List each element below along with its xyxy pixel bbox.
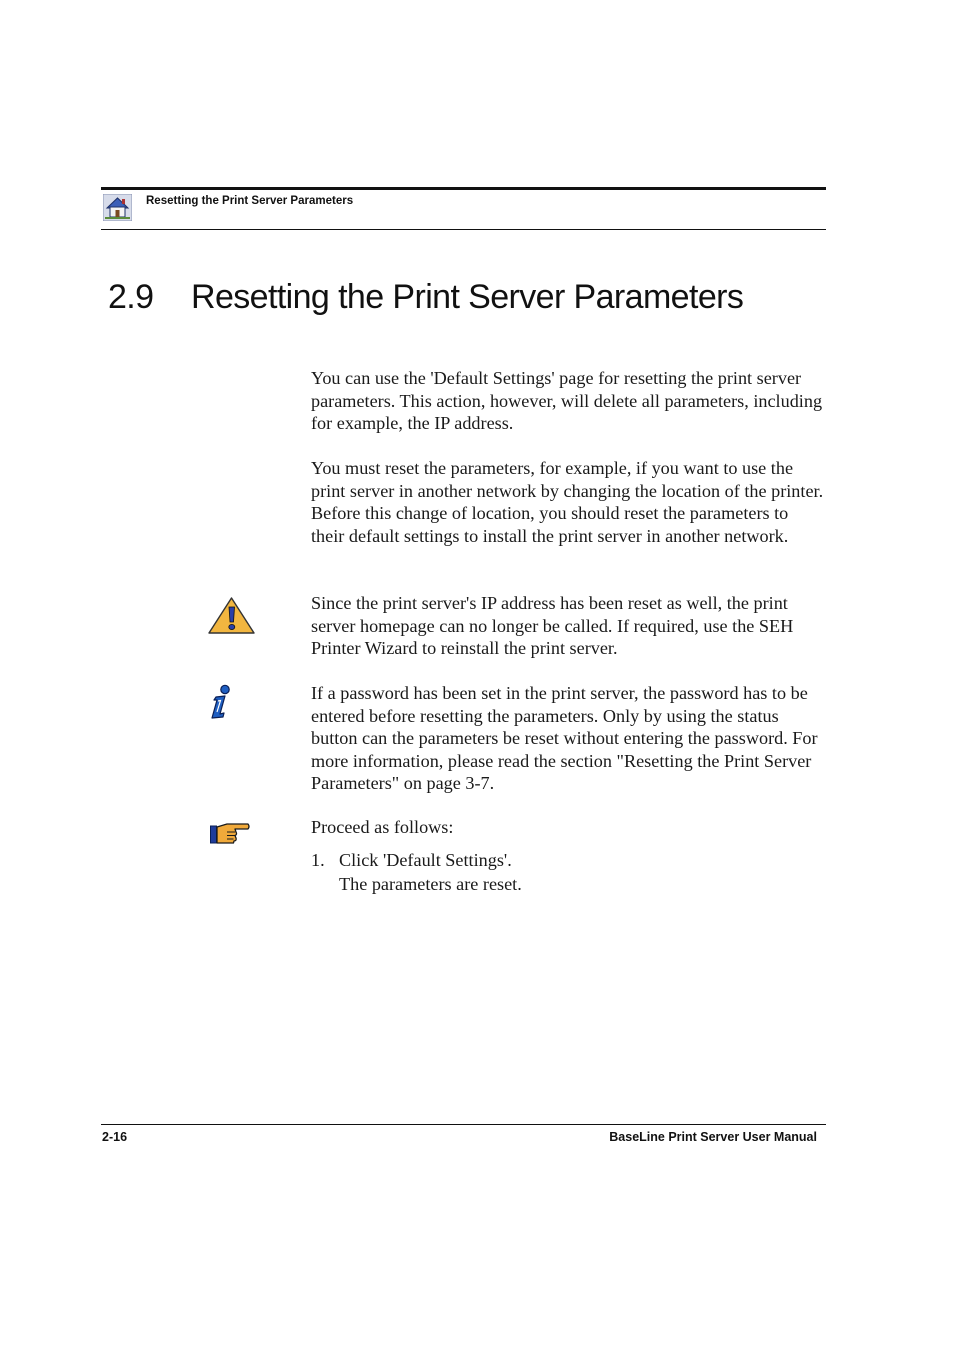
page-number: 2-16 xyxy=(102,1130,128,1144)
header-rule xyxy=(101,187,826,190)
step-number: 1. xyxy=(311,850,325,870)
section-number: 2.9 xyxy=(108,278,154,316)
warning-icon xyxy=(207,596,256,635)
section-heading xyxy=(108,278,743,317)
running-header-title: Resetting the Print Server Parameters xyxy=(146,195,354,207)
home-icon xyxy=(103,194,132,221)
pointing-hand-icon xyxy=(209,821,251,845)
section-title: Resetting the Print Server Parameters xyxy=(191,278,744,316)
info-note-text: If a password has been set in the print server, the password has to be entered before resetting the parameters. Only by using the status button can the parameters be reset without entering the password. For more information, please read the section "Resetting the Print Server Parameters" on page 3-7. xyxy=(311,683,818,793)
step-action: Click 'Default Settings'. xyxy=(339,850,512,870)
intro-paragraph: You can use the 'Default Settings' page for resetting the print server parameters. This action, however, will delete all parameters, including for example, the IP address. xyxy=(311,368,823,433)
header-divider xyxy=(101,229,826,230)
footer-divider xyxy=(101,1124,826,1125)
reset-reason-paragraph: You must reset the parameters, for example, if you want to use the print server in another network by changing the location of the printer. Before this change of location, you should reset the parameters to their default settings to install the print server in another network. xyxy=(311,458,824,546)
procedure-intro: Proceed as follows: xyxy=(311,817,454,837)
step-result: The parameters are reset. xyxy=(339,873,522,894)
info-icon xyxy=(207,684,235,720)
warning-note-text: Since the print server's IP address has been reset as well, the print server homepage can no longer be called. If required, use the SEH Printer Wizard to reinstall the print server. xyxy=(311,593,794,658)
step-body xyxy=(339,849,819,896)
manual-title: BaseLine Print Server User Manual xyxy=(609,1130,817,1144)
